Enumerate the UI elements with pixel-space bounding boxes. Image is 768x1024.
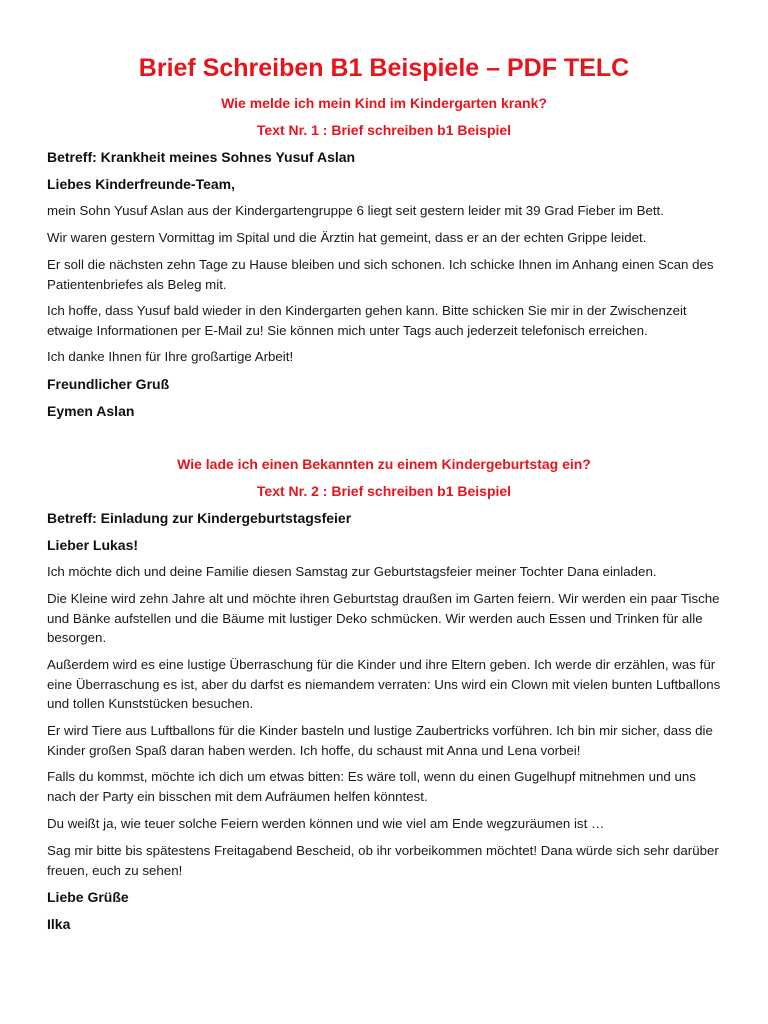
letter1-subject: Betreff: Krankheit meines Sohnes Yusuf Aslan [47,149,356,165]
letter2-question: Wie lade ich einen Bekannten zu einem Kindergeburtstag ein? [177,456,591,472]
letter2-paragraph: Falls du kommst, möchte ich dich um etwas bitten: Es wäre toll, wenn du einen Gugelhupf mitnehmen und uns nach der Party ein bisschen mit dem Aufräumen helfen könntest. [47,769,696,804]
letter1-paragraph: Ich hoffe, dass Yusuf bald wieder in den Kindergarten gehen kann. Bitte schicken Sie mir in der Zwischenzeit etwaige Informationen per E-Mail zu! Sie können mich unter Tags auch jederzeit telefonisch erreichen. [47,303,687,338]
page-title: Brief Schreiben B1 Beispiele – PDF TELC [138,54,630,82]
letter2-paragraph: Ich möchte dich und deine Familie diesen Samstag zur Geburtstagsfeier meiner Tochter Dana einladen. [47,564,657,579]
letter2-closing: Liebe Grüße [47,889,129,905]
letter1-paragraph: mein Sohn Yusuf Aslan aus der Kindergartengruppe 6 liegt seit gestern leider mit 39 Grad Fieber im Bett. [47,203,664,218]
letter1-paragraph: Er soll die nächsten zehn Tage zu Hause bleiben und sich schonen. Ich schicke Ihnen im Anhang einen Scan des Patientenbriefes als Beleg mit. [47,257,714,292]
letter2-paragraph: Die Kleine wird zehn Jahre alt und möchte ihren Geburtstag draußen im Garten feiern. Wir werden ein paar Tische und Bänke aufstellen und die Bäume mit lustiger Deko schmücken. Wir werden auch Essen und Trinken für alle besorgen. [47,591,720,645]
letter2-paragraph: Außerdem wird es eine lustige Überraschung für die Kinder und ihre Eltern geben. Ich werde dir erzählen, was für eine Überraschung es ist, aber du darfst es niemandem verraten: Uns wird ein Clown mit vielen bunten Luftballons und tollen Kunststücken besuchen. [47,657,721,711]
letter2-subject: Betreff: Einladung zur Kindergeburtstagsfeier [47,510,352,526]
letter2-paragraph: Du weißt ja, wie teuer solche Feiern werden können und wie viel am Ende wegzuräumen ist … [47,816,605,831]
letter2-signature: Ilka [47,916,71,932]
letter1-greeting: Liebes Kinderfreunde-Team, [47,176,236,192]
letter2-paragraph: Er wird Tiere aus Luftballons für die Kinder basteln und lustige Zaubertricks vorführen. Ich bin mir sicher, dass die Kinder großen Spaß daran haben werden. Ich hoffe, du schaust mit Anna und Lena vorbei! [47,723,713,758]
letter2-text-label: Text Nr. 2 : Brief schreiben b1 Beispiel [256,483,512,499]
letter1-closing: Freundlicher Gruß [47,376,170,392]
letter1-paragraph: Ich danke Ihnen für Ihre großartige Arbeit! [47,349,294,364]
letter2-paragraph: Sag mir bitte bis spätestens Freitagabend Bescheid, ob ihr vorbeikommen möchtet! Dana würde sich sehr darüber freuen, euch zu sehen! [47,843,719,878]
letter1-paragraph: Wir waren gestern Vormittag im Spital und die Ärztin hat gemeint, dass er an der echten Grippe leidet. [47,230,647,245]
letter1-text-label: Text Nr. 1 : Brief schreiben b1 Beispiel [256,122,512,138]
letter1-signature: Eymen Aslan [47,403,135,419]
letter2-greeting: Lieber Lukas! [47,537,139,553]
letter1-question: Wie melde ich mein Kind im Kindergarten krank? [221,95,547,111]
